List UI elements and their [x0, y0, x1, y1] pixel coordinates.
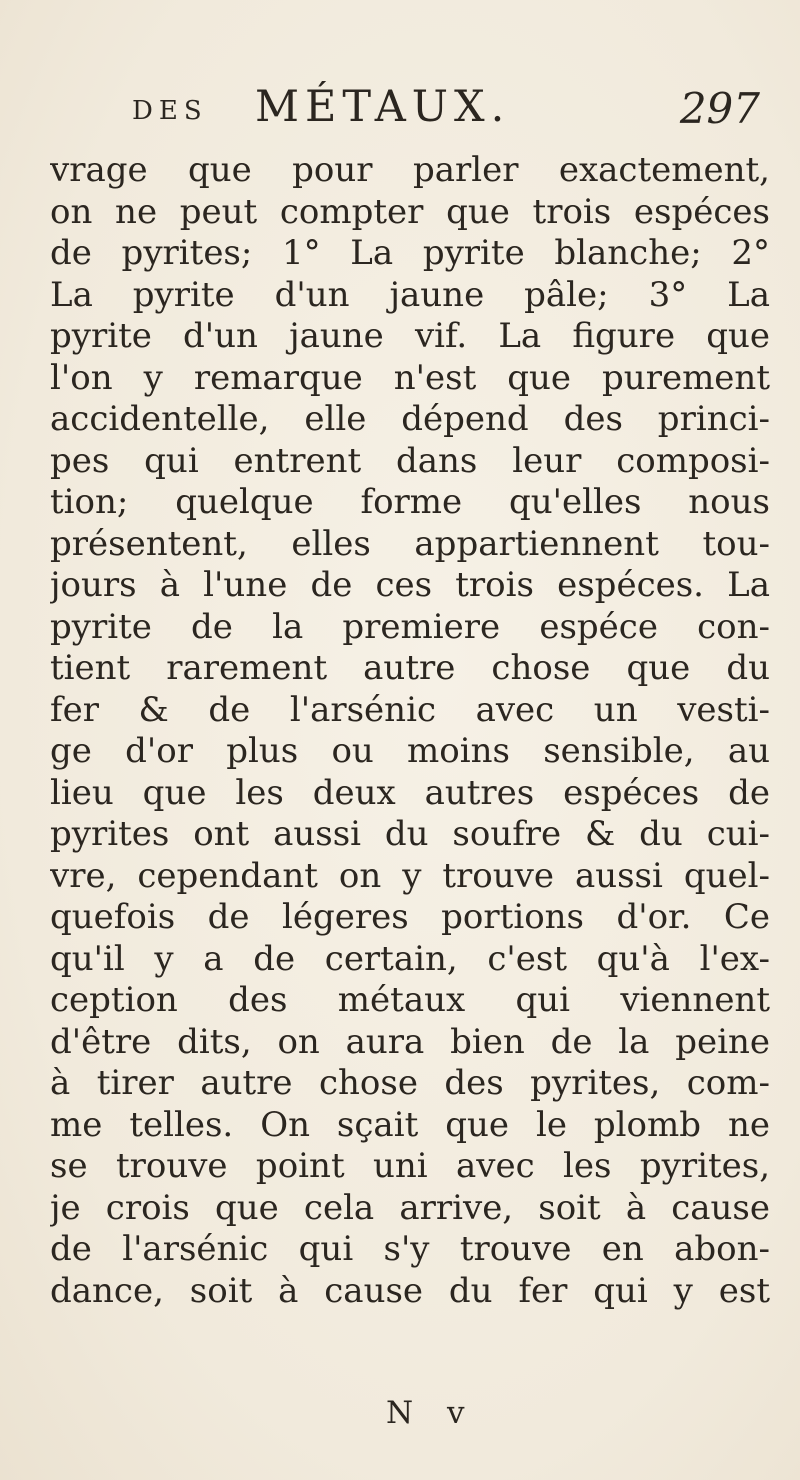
- text-line: pyrite d'un jaune vif. La figure que: [50, 316, 770, 356]
- text-line: on ne peut compter que trois espéces: [50, 191, 770, 232]
- text-line: qu'il y a de certain, c'est qu'à l'ex-: [50, 938, 770, 979]
- body-text: [50, 150, 770, 1312]
- running-head-prefix: DES: [132, 96, 208, 126]
- text-line: me telles. On sçait que le plomb ne: [50, 1104, 770, 1145]
- text-line: La pyrite d'un jaune pâle; 3° La: [50, 274, 770, 315]
- text-line: dance, soit à cause du fer qui y est: [50, 1270, 770, 1311]
- text-line: à tirer autre chose des pyrites, com-: [50, 1063, 770, 1103]
- page-number: 297: [679, 84, 760, 133]
- text-line: accidentelle, elle dépend des princi-: [50, 399, 770, 439]
- text-line: d'être dits, on aura bien de la peine: [50, 1021, 770, 1062]
- text-line: pyrites ont aussi du soufre & du cui-: [50, 814, 770, 854]
- text-line: présentent, elles appartiennent tou-: [50, 523, 770, 564]
- text-line: quefois de légeres portions d'or. Ce: [50, 897, 770, 937]
- text-line: fer & de l'arsénic avec un vesti-: [50, 689, 770, 730]
- signature-mark: N v: [386, 1395, 477, 1431]
- text-line: de pyrites; 1° La pyrite blanche; 2°: [50, 233, 770, 273]
- text-line: ception des métaux qui viennent: [50, 980, 770, 1020]
- running-head: [130, 82, 760, 142]
- text-line: tient rarement autre chose que du: [50, 648, 770, 688]
- text-line: je crois que cela arrive, soit à cause: [50, 1187, 770, 1228]
- text-line: ge d'or plus ou moins sensible, au: [50, 731, 770, 771]
- text-line: de l'arsénic qui s'y trouve en abon-: [50, 1229, 770, 1269]
- text-line: se trouve point uni avec les pyrites,: [50, 1146, 770, 1186]
- text-line: vrage que pour parler exactement,: [50, 150, 770, 190]
- running-head-title: MÉTAUX.: [255, 82, 511, 132]
- text-line: tion; quelque forme qu'elles nous: [50, 482, 770, 522]
- text-line: vre, cependant on y trouve aussi quel-: [50, 855, 770, 896]
- text-line: pes qui entrent dans leur composi-: [50, 440, 770, 481]
- text-line: pyrite de la premiere espéce con-: [50, 606, 770, 647]
- text-line: jours à l'une de ces trois espéces. La: [50, 565, 770, 605]
- text-line: lieu que les deux autres espéces de: [50, 772, 770, 813]
- text-line: l'on y remarque n'est que purement: [50, 357, 770, 398]
